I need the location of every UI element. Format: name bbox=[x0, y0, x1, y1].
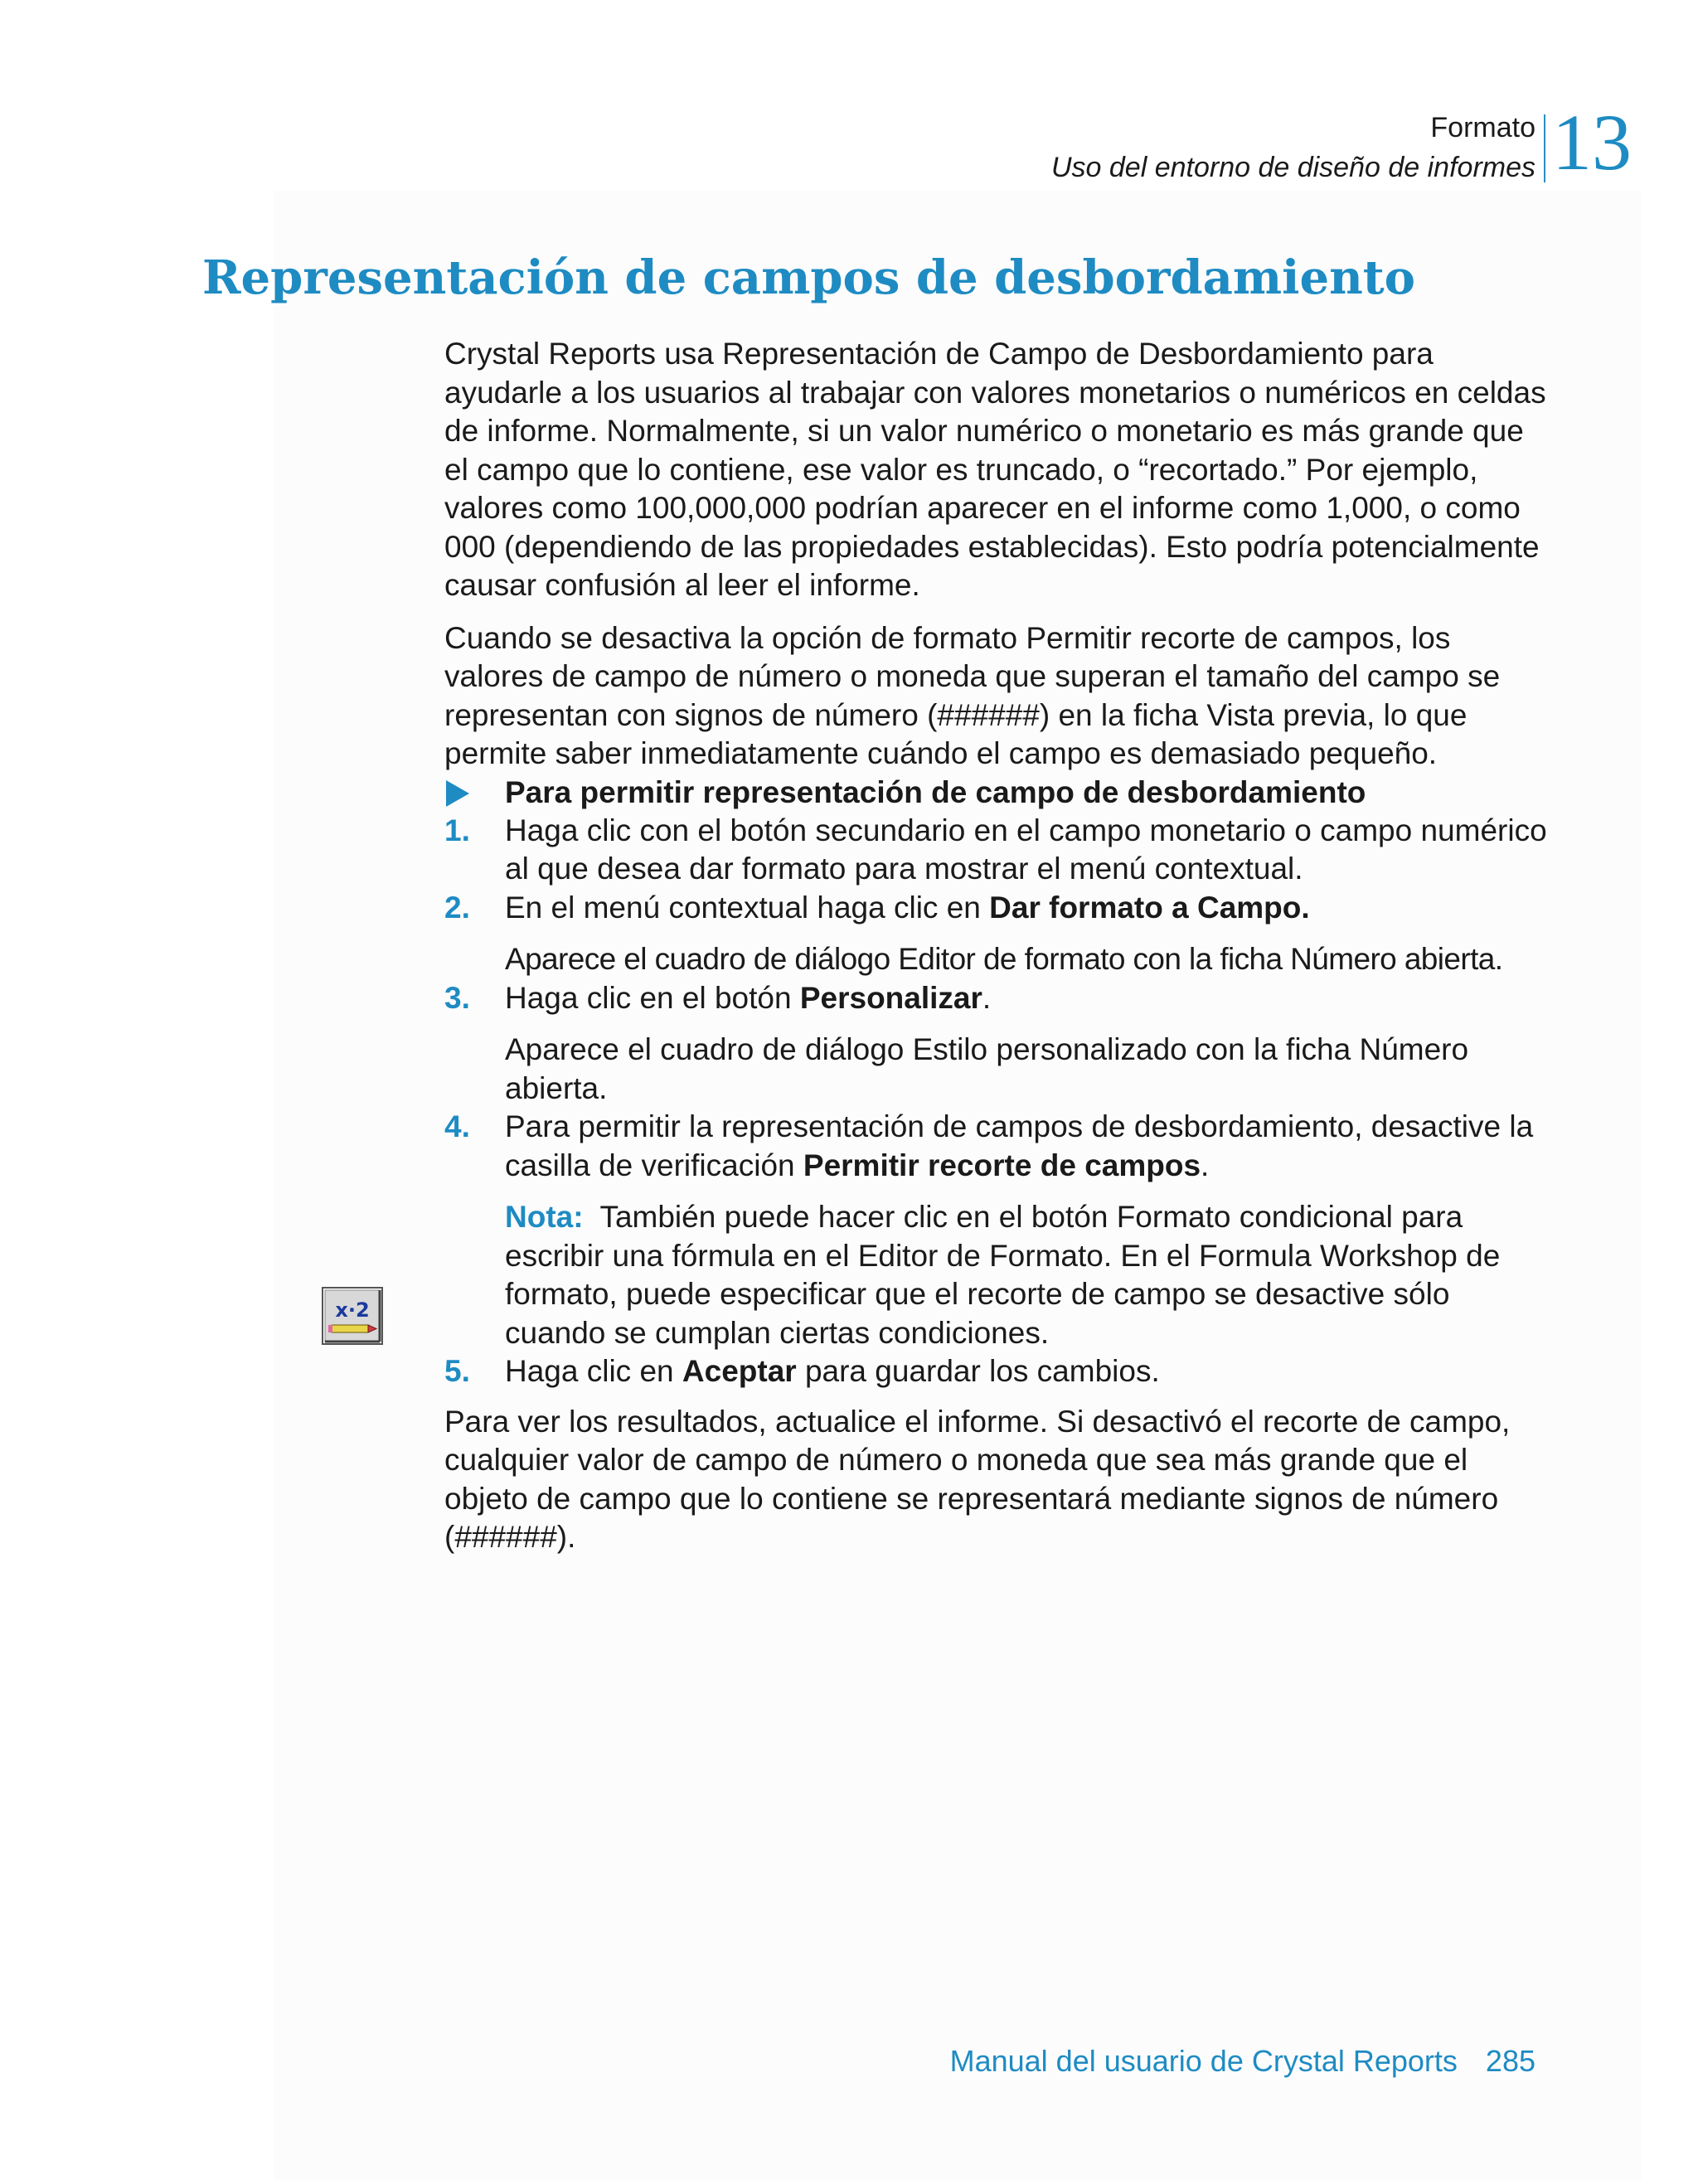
chapter-divider bbox=[1544, 114, 1545, 182]
chapter-number: 13 bbox=[1552, 98, 1632, 187]
step-2 bbox=[444, 889, 1555, 928]
step-text: Haga clic en bbox=[505, 1354, 682, 1388]
procedure-heading bbox=[444, 774, 1555, 812]
step-text-after: . bbox=[982, 980, 992, 1015]
step-2-result: Aparece el cuadro de diálogo Editor de formato con la ficha Número abierta. bbox=[505, 942, 1503, 976]
note-label: Nota: bbox=[505, 1200, 584, 1234]
step-number: 5. bbox=[444, 1354, 470, 1388]
step-text-after: para guardar los cambios. bbox=[796, 1354, 1160, 1388]
formula-button-icon bbox=[322, 1287, 383, 1345]
step-1 bbox=[444, 812, 1555, 889]
step-4-note bbox=[444, 1198, 1555, 1352]
intro-paragraph-2: Cuando se desactiva la opción de formato Permitir recorte de campos, los valores de campo de número o moneda que superan el tamaño del campo se representan con signos de número (######) en la ficha Vista previa, lo que permite saber inmediatamente cuándo el campo es demasiado pequeño. bbox=[444, 620, 1501, 770]
closing-paragraph: Para ver los resultados, actualice el informe. Si desactivó el recorte de campo, cualquier valor de campo de número o moneda que sea más grande que el objeto de campo que lo contiene se representará mediante signos de número (######). bbox=[444, 1404, 1511, 1554]
section-title: Representación de campos de desbordamiento bbox=[202, 250, 1415, 305]
step-text: Haga clic en el botón bbox=[505, 980, 800, 1015]
step-number: 3. bbox=[444, 980, 470, 1015]
step-text: En el menú contextual haga clic en bbox=[505, 890, 990, 925]
step-text-after: . bbox=[1201, 1148, 1210, 1182]
step-number: 1. bbox=[444, 813, 470, 847]
step-number: 2. bbox=[444, 890, 470, 925]
procedure-heading-text: Para permitir representación de campo de desbordamiento bbox=[505, 774, 1366, 809]
step-5 bbox=[444, 1352, 1555, 1391]
step-3 bbox=[444, 979, 1555, 1018]
step-text: Para permitir la representación de campos de desbordamiento, desactive la casilla de verificación bbox=[505, 1109, 1534, 1182]
step-3-result: Aparece el cuadro de diálogo Estilo personalizado con la ficha Número abierta. bbox=[505, 1032, 1469, 1105]
step-text: Haga clic con el botón secundario en el campo monetario o campo numérico al que desea dar formato para mostrar el menú contextual. bbox=[505, 813, 1547, 886]
step-4 bbox=[444, 1108, 1555, 1185]
page-number: 285 bbox=[1485, 2044, 1535, 2078]
intro-paragraph-1: Crystal Reports usa Representación de Campo de Desbordamiento para ayudarle a los usuarios al trabajar con valores monetarios o numéricos en celdas de informe. Normalmente, si un valor numérico o monetario es más grande que el campo que lo contiene, ese valor es truncado, o “recortado.” Por ejemplo, valores como 100,000,000 podrían aparecer en el informe como 1,000, o como 000 (dependiendo de las propiedades establecidas). Esto podría potencialmente causar confusión al leer el informe. bbox=[444, 337, 1546, 602]
step-bold-term: Dar formato a Campo. bbox=[989, 890, 1310, 925]
step-bold-term: Aceptar bbox=[682, 1354, 797, 1388]
svg-text:x·2: x·2 bbox=[335, 1298, 370, 1322]
note-text: También puede hacer clic en el botón Formato condicional para escribir una fórmula en el Editor de Formato. En el Formula Workshop de formato, puede especificar que el recorte de campo se desactive sólo cuando se cumplan ciertas condiciones. bbox=[505, 1200, 1501, 1350]
running-header bbox=[1051, 108, 1535, 187]
triangle-right-icon bbox=[446, 780, 469, 807]
main-content bbox=[444, 335, 1555, 1557]
step-number: 4. bbox=[444, 1109, 470, 1143]
header-chapter-title: Formato bbox=[1430, 112, 1535, 143]
step-bold-term: Personalizar bbox=[799, 980, 982, 1015]
step-bold-term: Permitir recorte de campos bbox=[803, 1148, 1201, 1182]
page-footer bbox=[950, 2041, 1535, 2081]
footer-book-title: Manual del usuario de Crystal Reports bbox=[949, 2044, 1458, 2078]
header-section-subtitle: Uso del entorno de diseño de informes bbox=[1050, 152, 1535, 183]
